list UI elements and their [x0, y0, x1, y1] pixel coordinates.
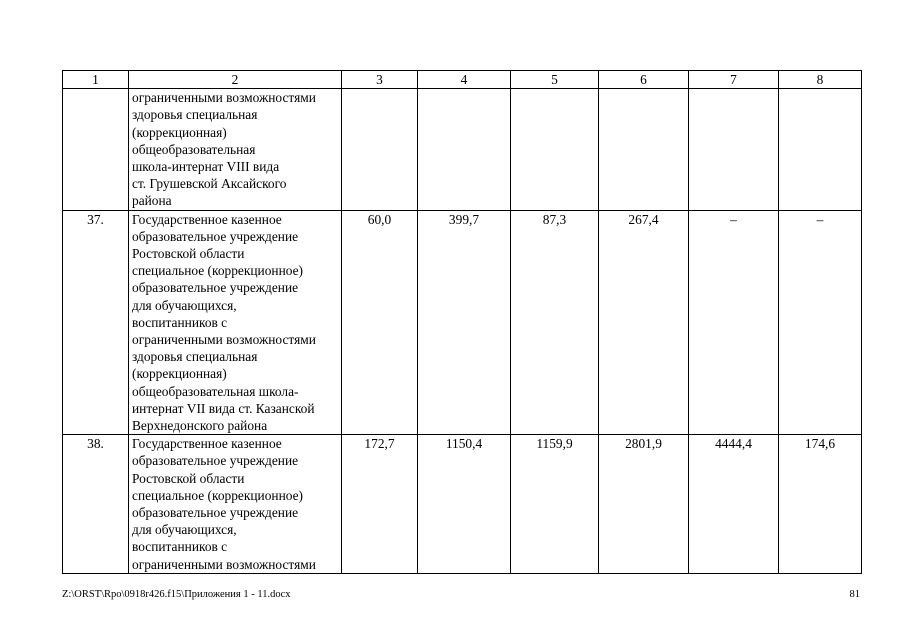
value-col-3: 60,0	[342, 210, 418, 435]
value-col-3	[342, 89, 418, 210]
row-number: 37.	[63, 210, 129, 435]
column-header-4: 4	[418, 71, 511, 89]
value-col-5	[511, 89, 599, 210]
value-col-4	[418, 89, 511, 210]
page-number: 81	[849, 589, 860, 600]
value-col-6	[599, 89, 689, 210]
value-col-8	[779, 89, 862, 210]
value-col-4: 1150,4	[418, 435, 511, 574]
value-col-7	[689, 89, 779, 210]
institution-name: ограниченными возможностями здоровья специальная (коррекционная) общеобразовательная школа-интернат VIII вида ст. Грушевской Аксайского района	[129, 89, 342, 210]
value-col-5: 87,3	[511, 210, 599, 435]
row-number: 38.	[63, 435, 129, 574]
value-col-6: 2801,9	[599, 435, 689, 574]
column-header-7: 7	[689, 71, 779, 89]
footer-file-path: Z:\ORST\Rpo\0918r426.f15\Приложения 1 - 11.docx	[62, 589, 291, 600]
value-col-6: 267,4	[599, 210, 689, 435]
column-number-row	[63, 71, 862, 89]
table-row	[63, 89, 862, 210]
row-number	[63, 89, 129, 210]
value-col-4: 399,7	[418, 210, 511, 435]
value-col-8: 174,6	[779, 435, 862, 574]
table-row	[63, 435, 862, 574]
institution-name: Государственное казенное образовательное учреждение Ростовской области специальное (коррекционное) образовательное учреждение для обучающихся, воспитанников с ограниченными возможностями здоровья специальная (коррекционная) общеобразовательная школа- интернат VII вида ст. Казанской Верхнедонского района	[129, 210, 342, 435]
value-col-7: 4444,4	[689, 435, 779, 574]
column-header-3: 3	[342, 71, 418, 89]
table-row	[63, 210, 862, 435]
data-table	[62, 70, 862, 574]
value-col-3: 172,7	[342, 435, 418, 574]
column-header-1: 1	[63, 71, 129, 89]
value-col-7: –	[689, 210, 779, 435]
value-col-8: –	[779, 210, 862, 435]
column-header-2: 2	[129, 71, 342, 89]
value-col-5: 1159,9	[511, 435, 599, 574]
column-header-8: 8	[779, 71, 862, 89]
institution-name: Государственное казенное образовательное учреждение Ростовской области специальное (коррекционное) образовательное учреждение для обучающихся, воспитанников с ограниченными возможностями	[129, 435, 342, 574]
column-header-5: 5	[511, 71, 599, 89]
column-header-6: 6	[599, 71, 689, 89]
